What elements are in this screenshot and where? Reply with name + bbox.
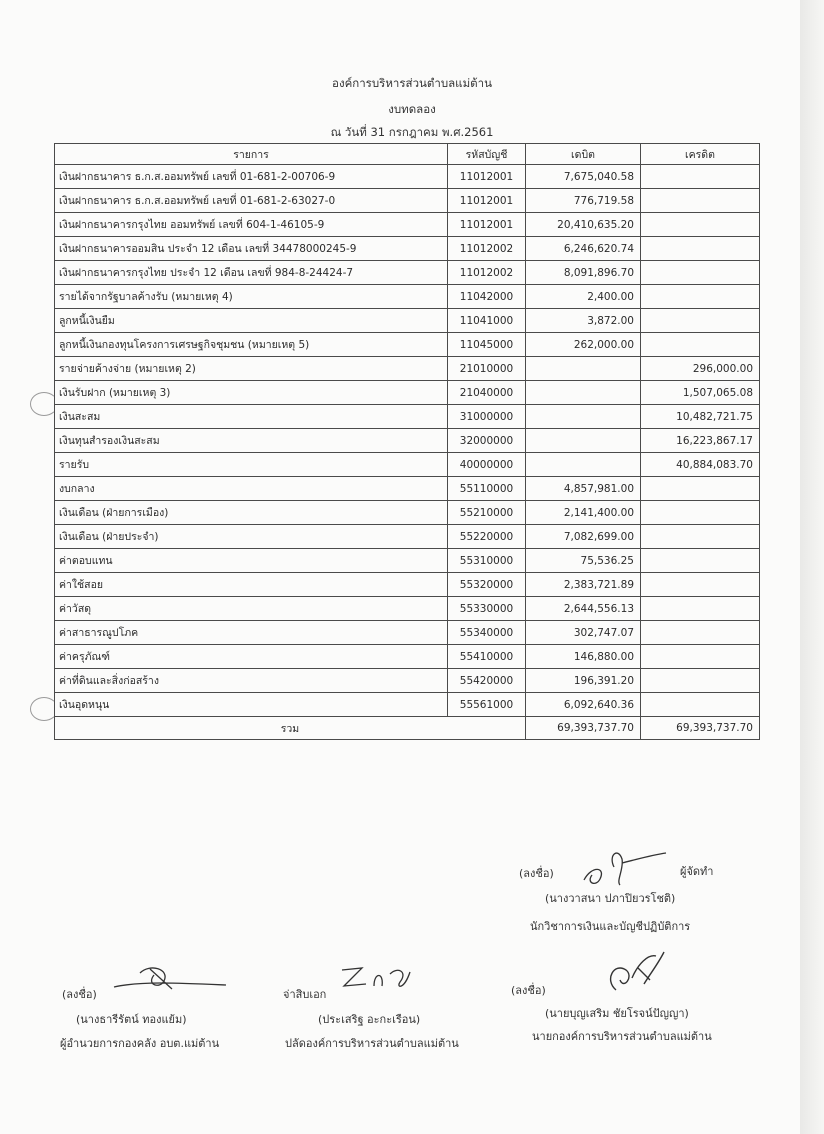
table-row <box>55 261 760 285</box>
debit-amount: 776,719.58 <box>526 189 641 213</box>
account-code: 31000000 <box>448 405 526 429</box>
page-edge <box>800 0 824 1134</box>
debit-amount: 20,410,635.20 <box>526 213 641 237</box>
table-row <box>55 573 760 597</box>
debit-amount: 4,857,981.00 <box>526 477 641 501</box>
column-header-credit: เครดิต <box>641 144 760 165</box>
debit-amount: 146,880.00 <box>526 645 641 669</box>
account-code: 11012001 <box>448 165 526 189</box>
account-code: 55110000 <box>448 477 526 501</box>
account-name: เงินรับฝาก (หมายเหตุ 3) <box>55 381 448 405</box>
credit-amount <box>641 501 760 525</box>
account-code: 11041000 <box>448 309 526 333</box>
table-row <box>55 333 760 357</box>
report-date: ณ วันที่ 31 กรกฎาคม พ.ศ.2561 <box>330 125 494 139</box>
table-row <box>55 405 760 429</box>
credit-amount <box>641 165 760 189</box>
account-code: 11012001 <box>448 189 526 213</box>
account-name: เงินฝากธนาคารออมสิน ประจำ 12 เดือน เลขที่ 34478000245-9 <box>55 237 448 261</box>
debit-amount: 6,246,620.74 <box>526 237 641 261</box>
credit-amount <box>641 549 760 573</box>
account-code: 55330000 <box>448 597 526 621</box>
credit-amount <box>641 333 760 357</box>
preparer-signature <box>578 845 668 890</box>
account-name: เงินเดือน (ฝ่ายการเมือง) <box>55 501 448 525</box>
column-header-item: รายการ <box>55 144 448 165</box>
debit-amount <box>526 405 641 429</box>
table-row <box>55 357 760 381</box>
column-header-debit: เดบิต <box>526 144 641 165</box>
preparer-name: (นางวาสนา ปภาปิยวรโชติ) <box>545 892 676 905</box>
table-row <box>55 645 760 669</box>
debit-amount <box>526 453 641 477</box>
credit-amount: 296,000.00 <box>641 357 760 381</box>
account-code: 11012001 <box>448 213 526 237</box>
account-code: 11042000 <box>448 285 526 309</box>
debit-amount <box>526 357 641 381</box>
account-name: รายรับ <box>55 453 448 477</box>
deputy-position: ปลัดองค์การบริหารส่วนตำบลแม่ต้าน <box>285 1037 459 1050</box>
table-row <box>55 477 760 501</box>
credit-amount <box>641 285 760 309</box>
account-name: ค่าสาธารณูปโภค <box>55 621 448 645</box>
table-row <box>55 189 760 213</box>
total-credit: 69,393,737.70 <box>641 717 760 740</box>
table-row <box>55 501 760 525</box>
account-code: 55220000 <box>448 525 526 549</box>
account-code: 32000000 <box>448 429 526 453</box>
debit-amount: 2,383,721.89 <box>526 573 641 597</box>
table-row <box>55 381 760 405</box>
account-name: ค่าวัสดุ <box>55 597 448 621</box>
chief-signature <box>598 950 668 996</box>
credit-amount: 10,482,721.75 <box>641 405 760 429</box>
total-row <box>55 717 760 740</box>
preparer-sign-prefix: (ลงชื่อ) <box>519 867 554 880</box>
account-code: 21040000 <box>448 381 526 405</box>
account-code: 11012002 <box>448 237 526 261</box>
deputy-sign-prefix: จ่าสิบเอก <box>283 988 327 1001</box>
account-code: 55210000 <box>448 501 526 525</box>
finance-signature <box>110 963 230 993</box>
column-header-code: รหัสบัญชี <box>448 144 526 165</box>
table-row <box>55 453 760 477</box>
account-code: 55561000 <box>448 693 526 717</box>
account-code: 55340000 <box>448 621 526 645</box>
debit-amount: 2,644,556.13 <box>526 597 641 621</box>
account-name: เงินอุดหนุน <box>55 693 448 717</box>
credit-amount <box>641 621 760 645</box>
table-row <box>55 285 760 309</box>
debit-amount <box>526 429 641 453</box>
preparer-position: นักวิชาการเงินและบัญชีปฏิบัติการ <box>530 920 691 933</box>
credit-amount <box>641 669 760 693</box>
credit-amount <box>641 213 760 237</box>
account-name: ลูกหนี้เงินกองทุนโครงการเศรษฐกิจชุมชน (หมายเหตุ 5) <box>55 333 448 357</box>
debit-amount: 262,000.00 <box>526 333 641 357</box>
credit-amount: 40,884,083.70 <box>641 453 760 477</box>
table-row <box>55 237 760 261</box>
debit-amount: 7,675,040.58 <box>526 165 641 189</box>
debit-amount: 2,400.00 <box>526 285 641 309</box>
table-body <box>55 165 760 717</box>
account-code: 21010000 <box>448 357 526 381</box>
account-name: ค่าตอบแทน <box>55 549 448 573</box>
credit-amount <box>641 237 760 261</box>
account-code: 55410000 <box>448 645 526 669</box>
binder-hole <box>30 697 58 721</box>
account-code: 55310000 <box>448 549 526 573</box>
finance-sign-prefix: (ลงชื่อ) <box>62 988 97 1001</box>
deputy-name: (ประเสริฐ อะกะเรือน) <box>318 1013 421 1026</box>
debit-amount: 8,091,896.70 <box>526 261 641 285</box>
account-code: 55420000 <box>448 669 526 693</box>
debit-amount: 7,082,699.00 <box>526 525 641 549</box>
table-row <box>55 213 760 237</box>
account-code: 11045000 <box>448 333 526 357</box>
debit-amount <box>526 381 641 405</box>
account-name: เงินฝากธนาคารกรุงไทย ประจำ 12 เดือน เลขที่ 984-8-24424-7 <box>55 261 448 285</box>
table-row <box>55 597 760 621</box>
org-name: องค์การบริหารส่วนตำบลแม่ต้าน <box>332 76 492 90</box>
chief-sign-prefix: (ลงชื่อ) <box>511 984 546 997</box>
credit-amount <box>641 573 760 597</box>
document-title: งบทดลอง <box>388 102 436 116</box>
table-row <box>55 525 760 549</box>
credit-amount <box>641 693 760 717</box>
account-name: เงินฝากธนาคารกรุงไทย ออมทรัพย์ เลขที่ 604-1-46105-9 <box>55 213 448 237</box>
account-code: 11012002 <box>448 261 526 285</box>
account-name: ค่าใช้สอย <box>55 573 448 597</box>
account-name: เงินฝากธนาคาร ธ.ก.ส.ออมทรัพย์ เลขที่ 01-681-2-00706-9 <box>55 165 448 189</box>
table-row <box>55 549 760 573</box>
trial-balance-table <box>54 143 760 740</box>
table-row <box>55 621 760 645</box>
account-name: รายได้จากรัฐบาลค้างรับ (หมายเหตุ 4) <box>55 285 448 309</box>
account-code: 40000000 <box>448 453 526 477</box>
finance-name: (นางธารีรัตน์ ทองแย้ม) <box>76 1013 187 1026</box>
account-name: ค่าครุภัณฑ์ <box>55 645 448 669</box>
credit-amount <box>641 189 760 213</box>
table-row <box>55 693 760 717</box>
chief-name: (นายบุญเสริม ชัยโรจน์ปัญญา) <box>545 1007 689 1020</box>
credit-amount <box>641 477 760 501</box>
account-name: ค่าที่ดินและสิ่งก่อสร้าง <box>55 669 448 693</box>
table-row <box>55 669 760 693</box>
account-name: ลูกหนี้เงินยืม <box>55 309 448 333</box>
debit-amount: 2,141,400.00 <box>526 501 641 525</box>
credit-amount <box>641 645 760 669</box>
debit-amount: 3,872.00 <box>526 309 641 333</box>
account-name: เงินฝากธนาคาร ธ.ก.ส.ออมทรัพย์ เลขที่ 01-681-2-63027-0 <box>55 189 448 213</box>
account-code: 55320000 <box>448 573 526 597</box>
deputy-signature <box>338 962 418 992</box>
account-name: งบกลาง <box>55 477 448 501</box>
chief-position: นายกองค์การบริหารส่วนตำบลแม่ต้าน <box>532 1030 712 1043</box>
debit-amount: 75,536.25 <box>526 549 641 573</box>
debit-amount: 302,747.07 <box>526 621 641 645</box>
table-row <box>55 165 760 189</box>
debit-amount: 196,391.20 <box>526 669 641 693</box>
binder-hole <box>30 392 58 416</box>
total-debit: 69,393,737.70 <box>526 717 641 740</box>
credit-amount <box>641 525 760 549</box>
table-row <box>55 309 760 333</box>
credit-amount <box>641 597 760 621</box>
account-name: เงินเดือน (ฝ่ายประจำ) <box>55 525 448 549</box>
account-name: เงินสะสม <box>55 405 448 429</box>
credit-amount: 1,507,065.08 <box>641 381 760 405</box>
account-name: เงินทุนสำรองเงินสะสม <box>55 429 448 453</box>
credit-amount <box>641 309 760 333</box>
debit-amount: 6,092,640.36 <box>526 693 641 717</box>
account-name: รายจ่ายค้างจ่าย (หมายเหตุ 2) <box>55 357 448 381</box>
credit-amount: 16,223,867.17 <box>641 429 760 453</box>
total-label: รวม <box>55 717 526 740</box>
preparer-role: ผู้จัดทำ <box>680 865 714 878</box>
table-row <box>55 429 760 453</box>
finance-position: ผู้อำนวยการกองคลัง อบต.แม่ต้าน <box>60 1037 220 1050</box>
credit-amount <box>641 261 760 285</box>
table-header-row <box>55 144 760 165</box>
